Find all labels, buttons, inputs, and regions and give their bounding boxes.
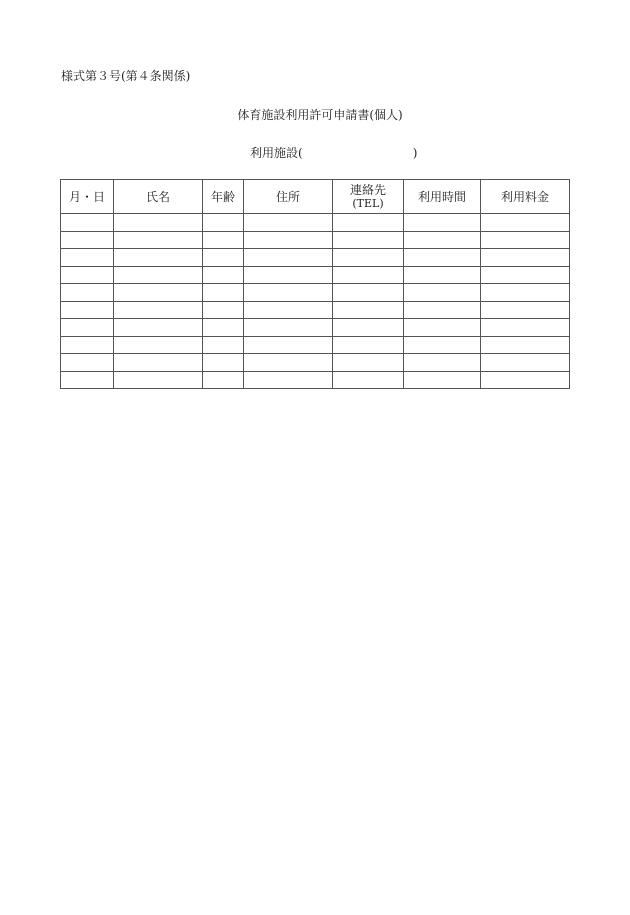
table-cell[interactable] <box>114 319 203 337</box>
table-cell[interactable] <box>114 371 203 389</box>
table-cell[interactable] <box>481 284 570 302</box>
table-cell[interactable] <box>114 249 203 267</box>
table-row <box>61 266 570 284</box>
document-title: 体育施設利用許可申請書(個人) <box>237 108 403 122</box>
table-cell[interactable] <box>203 371 244 389</box>
table-row <box>61 214 570 232</box>
table-cell[interactable] <box>61 214 114 232</box>
table-cell[interactable] <box>244 336 333 354</box>
table-cell[interactable] <box>481 214 570 232</box>
table-cell[interactable] <box>333 231 404 249</box>
table-cell[interactable] <box>114 336 203 354</box>
table-cell[interactable] <box>203 284 244 302</box>
table-cell[interactable] <box>203 354 244 372</box>
application-table <box>60 179 570 389</box>
table-cell[interactable] <box>404 231 481 249</box>
table-cell[interactable] <box>203 301 244 319</box>
table-cell[interactable] <box>404 266 481 284</box>
table-cell[interactable] <box>61 301 114 319</box>
table-cell[interactable] <box>333 301 404 319</box>
header-date: 月・日 <box>61 180 114 214</box>
table-row <box>61 371 570 389</box>
table-cell[interactable] <box>61 284 114 302</box>
table-cell[interactable] <box>203 214 244 232</box>
facility-field <box>250 144 417 161</box>
table-cell[interactable] <box>244 354 333 372</box>
table-cell[interactable] <box>203 319 244 337</box>
header-contact-label: 連絡先 <box>349 182 386 197</box>
facility-close: ) <box>412 146 418 160</box>
table-cell[interactable] <box>203 266 244 284</box>
table-row <box>61 301 570 319</box>
table-cell[interactable] <box>481 301 570 319</box>
table-cell[interactable] <box>114 231 203 249</box>
table-cell[interactable] <box>404 214 481 232</box>
table-cell[interactable] <box>481 319 570 337</box>
table-cell[interactable] <box>203 249 244 267</box>
table-cell[interactable] <box>61 249 114 267</box>
table-cell[interactable] <box>244 284 333 302</box>
table-row <box>61 249 570 267</box>
table-cell[interactable] <box>244 231 333 249</box>
table-cell[interactable] <box>333 284 404 302</box>
header-contact <box>333 180 404 214</box>
table-cell[interactable] <box>61 354 114 372</box>
table-cell[interactable] <box>61 266 114 284</box>
table-cell[interactable] <box>203 336 244 354</box>
facility-label: 利用施設( <box>250 146 303 160</box>
table-cell[interactable] <box>333 214 404 232</box>
table-cell[interactable] <box>333 336 404 354</box>
table-header-row <box>61 180 570 214</box>
table-cell[interactable] <box>61 231 114 249</box>
table-cell[interactable] <box>481 336 570 354</box>
table-cell[interactable] <box>404 336 481 354</box>
table-row <box>61 354 570 372</box>
table-cell[interactable] <box>244 266 333 284</box>
table-cell[interactable] <box>333 266 404 284</box>
table-row <box>61 231 570 249</box>
table-cell[interactable] <box>244 371 333 389</box>
table-cell[interactable] <box>244 301 333 319</box>
table-cell[interactable] <box>114 266 203 284</box>
table-cell[interactable] <box>114 284 203 302</box>
table-cell[interactable] <box>244 214 333 232</box>
table-cell[interactable] <box>114 214 203 232</box>
table-cell[interactable] <box>481 266 570 284</box>
header-usage-time: 利用時間 <box>404 180 481 214</box>
table-cell[interactable] <box>481 231 570 249</box>
table-cell[interactable] <box>404 319 481 337</box>
table-cell[interactable] <box>404 249 481 267</box>
table-cell[interactable] <box>114 354 203 372</box>
table-row <box>61 336 570 354</box>
header-fee: 利用料金 <box>481 180 570 214</box>
table-cell[interactable] <box>404 354 481 372</box>
table-cell[interactable] <box>61 371 114 389</box>
table-cell[interactable] <box>481 249 570 267</box>
form-number: 様式第３号(第４条関係) <box>61 69 191 83</box>
table-cell[interactable] <box>244 319 333 337</box>
table-cell[interactable] <box>244 249 333 267</box>
header-address: 住所 <box>244 180 333 214</box>
table-row <box>61 319 570 337</box>
header-name: 氏名 <box>114 180 203 214</box>
table-cell[interactable] <box>333 319 404 337</box>
table-cell[interactable] <box>333 249 404 267</box>
table-cell[interactable] <box>404 301 481 319</box>
table-cell[interactable] <box>61 336 114 354</box>
table-cell[interactable] <box>333 371 404 389</box>
table-cell[interactable] <box>404 284 481 302</box>
header-contact-tel: (TEL) <box>352 196 384 210</box>
table-cell[interactable] <box>203 231 244 249</box>
table-cell[interactable] <box>114 301 203 319</box>
table-cell[interactable] <box>404 371 481 389</box>
table-cell[interactable] <box>61 319 114 337</box>
table-cell[interactable] <box>333 354 404 372</box>
table-cell[interactable] <box>481 371 570 389</box>
header-age: 年齢 <box>203 180 244 214</box>
table-row <box>61 284 570 302</box>
table-cell[interactable] <box>481 354 570 372</box>
